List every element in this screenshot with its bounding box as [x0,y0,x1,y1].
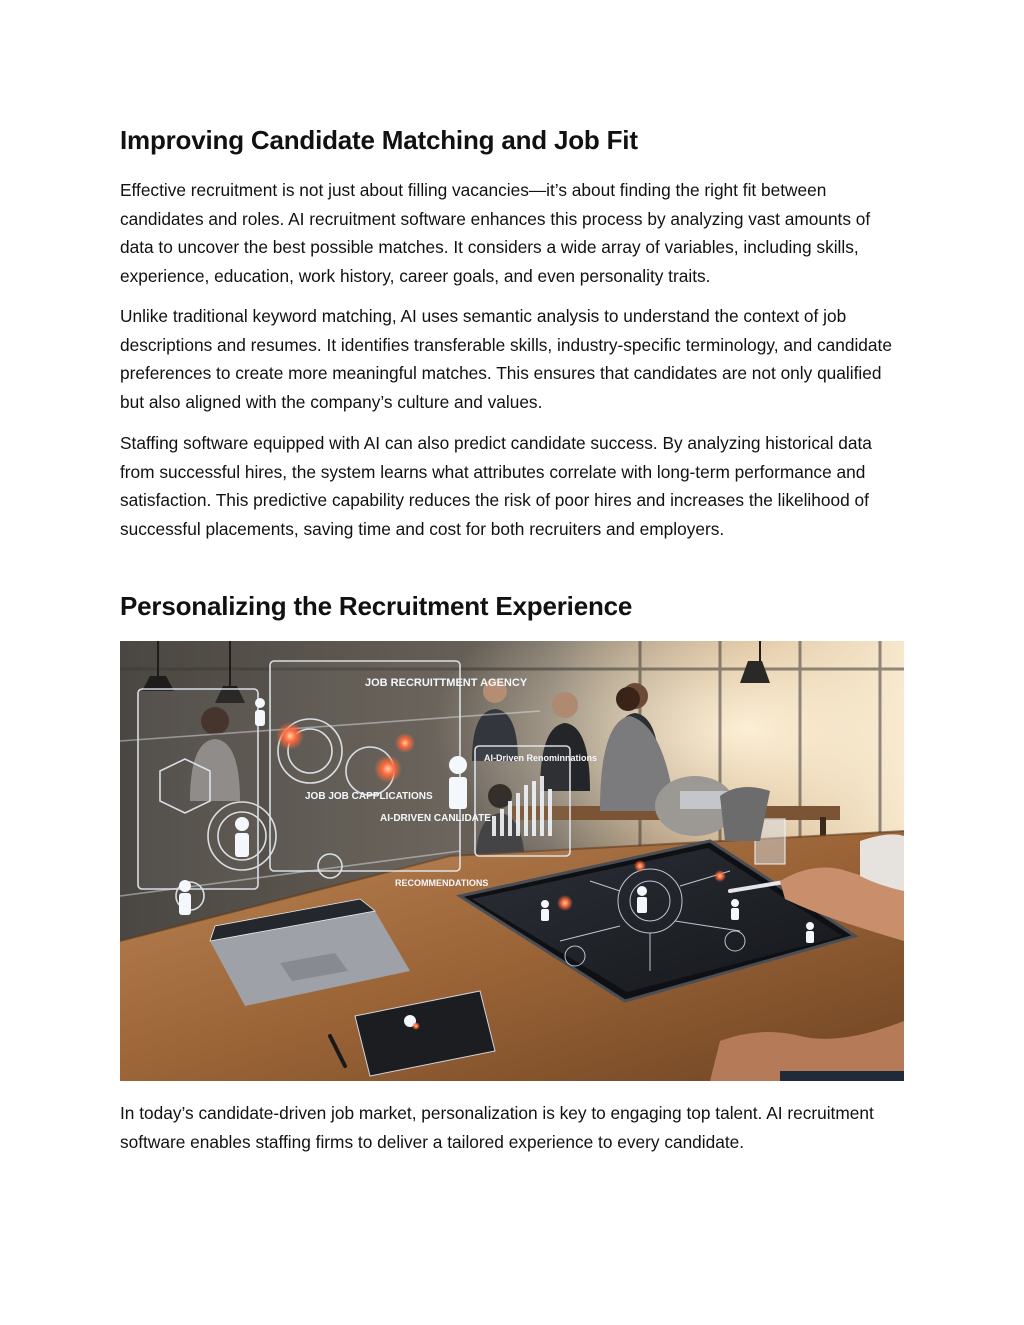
paragraph-predict-success: Staffing software equipped with AI can also predict candidate success. By analyzing historical data from successful hires, the system learns what attributes correlate with long-term performance and satisfaction. This predictive capability reduces the risk of poor hires and increases the likelihood of successful placements, saving time and cost for both recruiters and employers. [120,433,872,539]
hologram-label-agency: JOB RECRUITTMENT AGENCY [365,677,528,689]
hologram-label-recommendations-bottom: RECOMMENDATIONS [395,878,489,888]
paragraph-semantic-analysis: Unlike traditional keyword matching, AI uses semantic analysis to understand the context of job descriptions and resumes. It identifies transferable skills, industry-specific terminology, and candidate preferences to create more meaningful matches. This ensures that candidates are not only qualified but also aligned with the company’s culture and values. [120,306,892,412]
paragraph-effective-recruitment: Effective recruitment is not just about filling vacancies—it’s about finding the right fit between candidates and roles. AI recruitment software enhances this process by analyzing vast amounts of data to uncover the best possible matches. It considers a wide array of variables, including skills, experience, education, work history, career goals, and even personality traits. [120,180,871,286]
recruitment-office-illustration [120,641,904,1081]
hologram-label-candidate: AI-DRIVEN CANLIDATE [380,813,491,824]
section-heading-candidate-matching: Improving Candidate Matching and Job Fit [120,125,638,155]
section-heading-personalizing: Personalizing the Recruitment Experience [120,591,633,621]
paragraph-personalization: In today’s candidate-driven job market, personalization is key to engaging top talent. AI recruitment software enables staffing firms to deliver a tailored experience to every candidate. [120,1103,874,1152]
hologram-label-applications: JOB JOB CAPPLICATIONS [305,791,433,802]
hologram-label-recommendations-top: AI-Driven Renominnations [484,753,598,763]
